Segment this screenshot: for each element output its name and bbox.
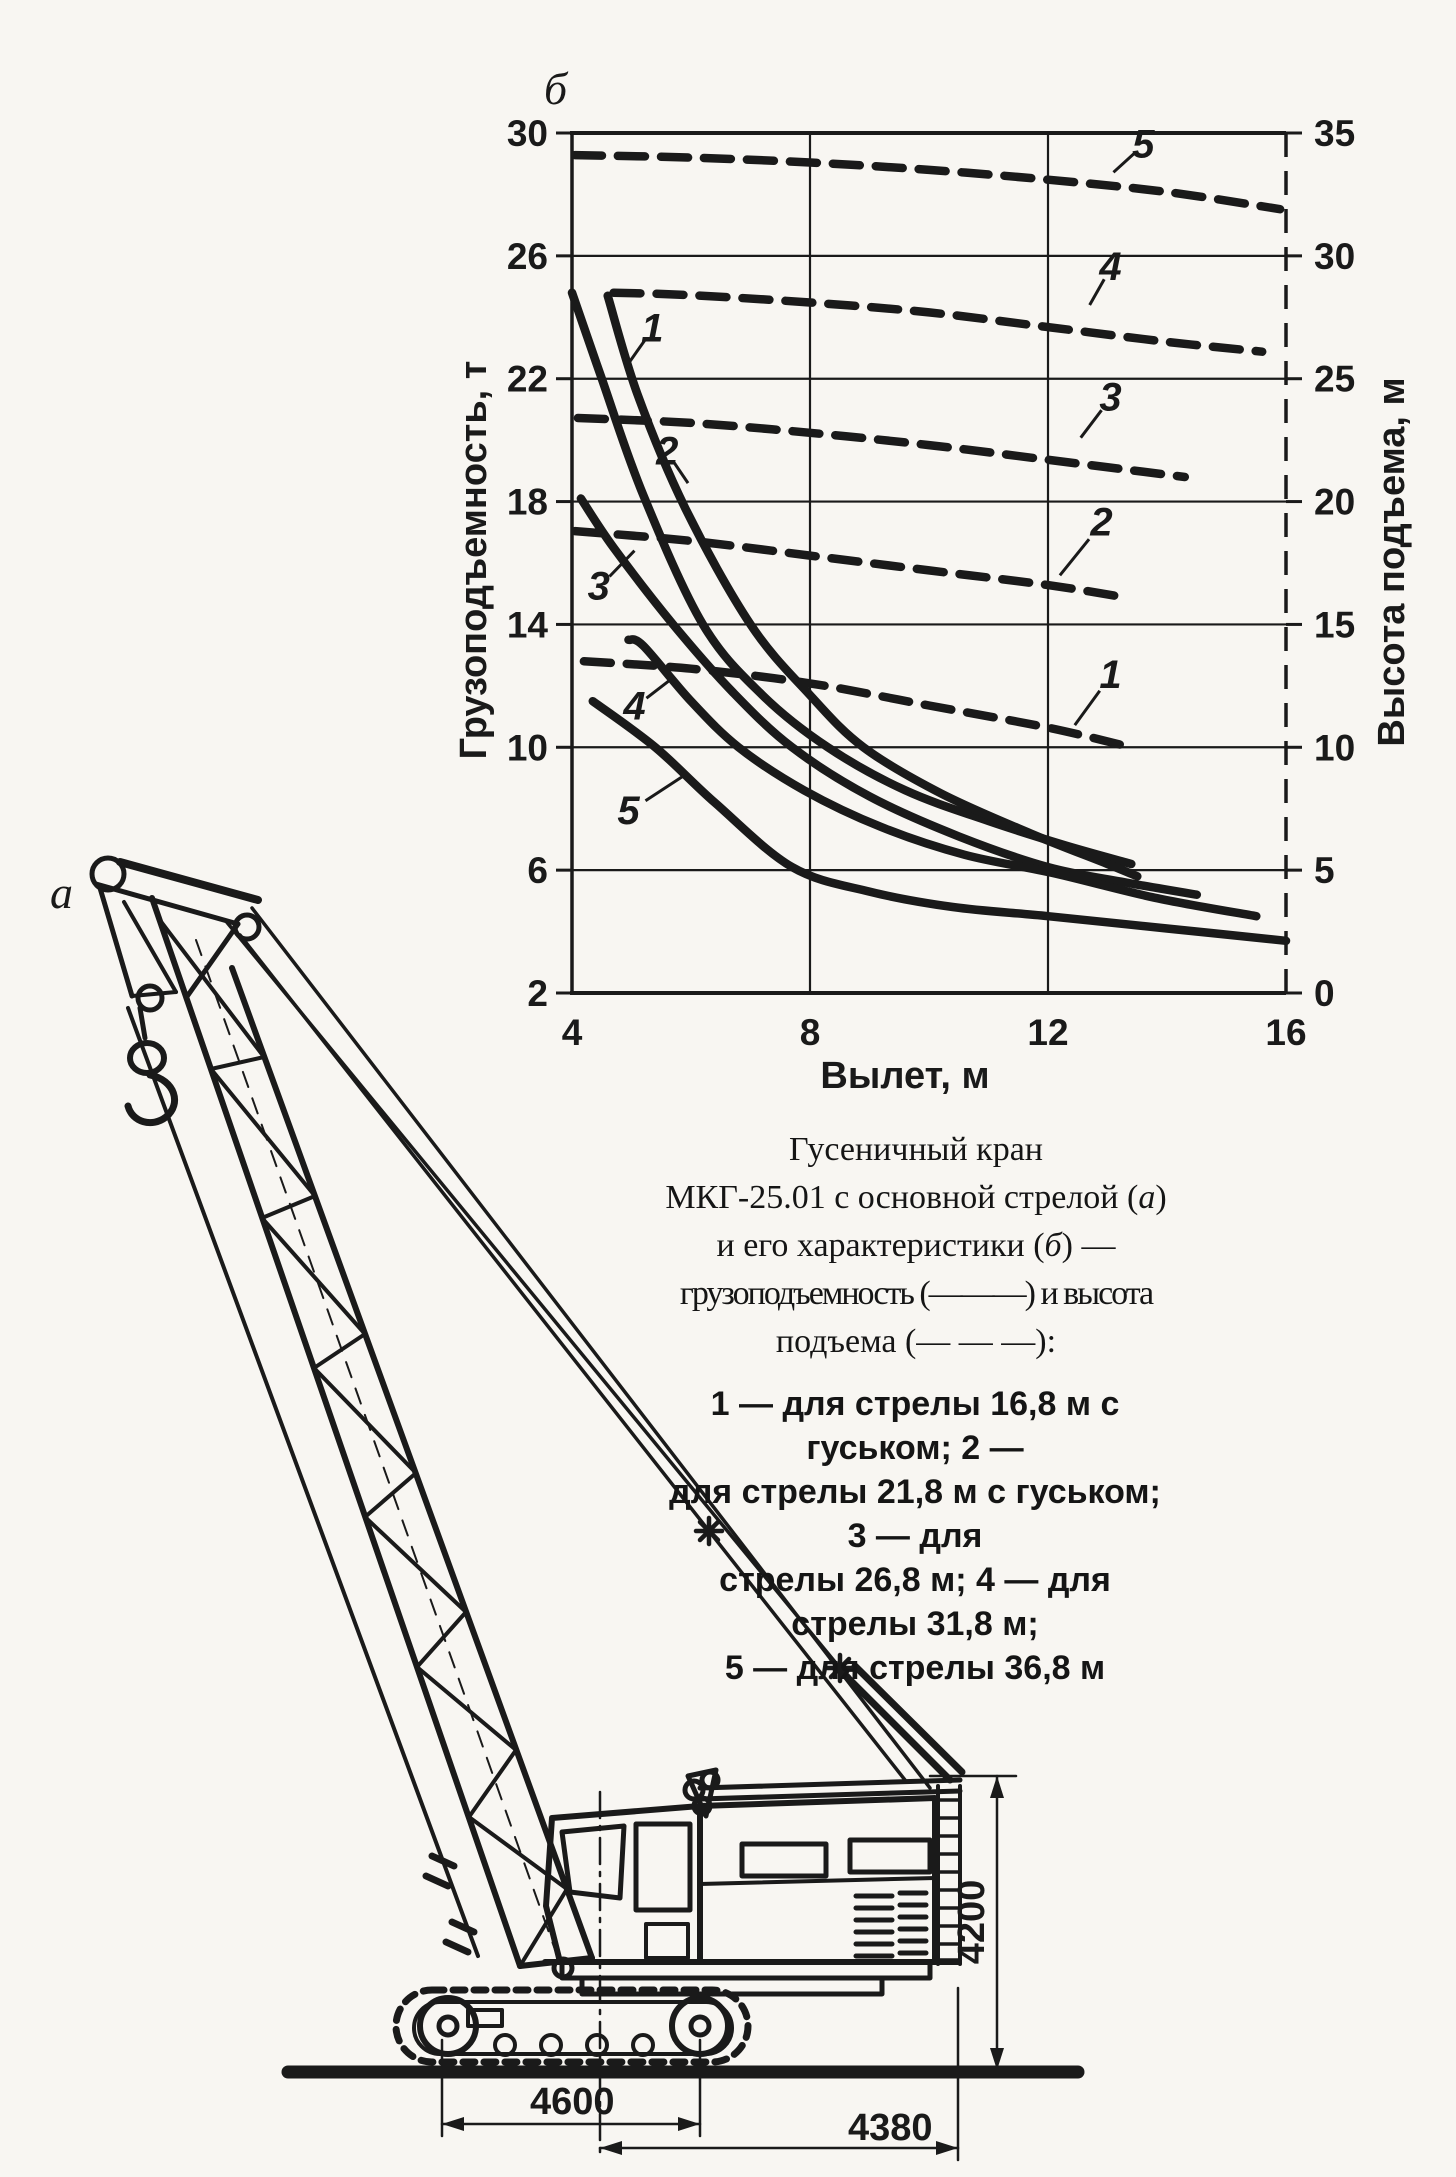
y-right-tick-label: 10 [1314,727,1356,769]
height-curve-label-1: 1 [1099,653,1122,698]
x-tick-label: 16 [1265,1012,1307,1053]
height-curve-4 [614,293,1263,352]
y-right-tick-label: 25 [1314,358,1356,400]
boom-head [92,858,259,1010]
curve-label-leader [1060,539,1089,575]
height-curve-label-5: 5 [1132,122,1155,167]
capacity-curve-label-4: 4 [623,684,646,729]
x-axis-title: Вылет, м [820,1055,990,1097]
capacity-curve-label-1: 1 [641,306,664,351]
y-left-tick-label: 10 [506,727,548,769]
height-curve-label-3: 3 [1099,375,1122,420]
height-curve-label-2: 2 [1090,500,1113,545]
capacity-curve-label-3: 3 [587,564,610,609]
curve-label-leader [645,775,685,801]
height-curve-2 [575,531,1125,597]
y-right-tick-label: 5 [1314,850,1335,892]
lattice-boom [152,898,592,1977]
hook-icon [128,1075,175,1123]
capacity-curve-label-5: 5 [617,788,640,833]
x-tick-label: 8 [799,1012,821,1053]
boom-cable [128,1008,478,1956]
y-left-axis-title: Грузоподъемность, т [453,360,495,760]
y-left-tick-label: 30 [506,113,548,154]
y-left-tick-label: 2 [527,973,548,1014]
x-tick-label: 4 [561,1012,583,1053]
dim-label-4600: 4600 [530,2081,615,2123]
machine-deck [685,1770,960,1816]
turntable [562,1962,930,1994]
curve-label-leader [646,677,674,699]
louvre-grille [856,1893,926,1956]
chart-part-label: б [544,63,568,114]
load-chart [453,63,1413,1097]
capacity-curve-label-2: 2 [656,429,679,474]
caption-line: грузоподъемность (———) и высота [679,1275,1153,1312]
caption-line: Гусеничный кран [789,1131,1043,1168]
y-left-tick-label: 6 [527,850,548,892]
caption-line: подъема (— — —): [775,1323,1057,1360]
y-right-tick-label: 35 [1314,113,1356,154]
dim-label-4200: 4200 [951,1879,993,1965]
dim-label-4380: 4380 [848,2107,933,2149]
y-right-tick-label: 15 [1314,604,1356,646]
y-right-tick-label: 0 [1314,973,1335,1014]
y-left-tick-label: 14 [506,604,548,646]
figure-caption [636,1126,1196,1366]
height-curve-5 [575,155,1280,209]
height-curve-label-4: 4 [1099,245,1122,290]
legend-line: 5 — для стрелы 36,8 м [724,1649,1106,1687]
crawler-track [396,1990,748,2062]
operator-cab [546,1806,700,1962]
curve-legend [665,1382,1165,1690]
y-right-tick-label: 20 [1314,481,1356,523]
caption-line: МКГ-25.01 с основной стрелой (а) [665,1179,1167,1216]
part-a-label: а [50,867,73,918]
x-tick-label: 12 [1027,1012,1069,1053]
y-left-tick-label: 18 [506,481,548,523]
legend-line: для стрелы 21,8 м с гуськом; 3 — для [669,1473,1161,1555]
legend-line: стрелы 26,8 м; 4 — для стрелы 31,8 м; [719,1561,1111,1643]
y-left-tick-label: 26 [506,235,548,277]
caption-line: и его характеристики (б) — [716,1227,1116,1264]
y-right-axis-title: Высота подъема, м [1371,377,1413,747]
y-right-tick-label: 30 [1314,235,1356,277]
curve-label-leader [1075,691,1100,725]
legend-line: 1 — для стрелы 16,8 м с гуськом; 2 — [710,1385,1120,1467]
y-left-tick-label: 22 [506,358,548,400]
